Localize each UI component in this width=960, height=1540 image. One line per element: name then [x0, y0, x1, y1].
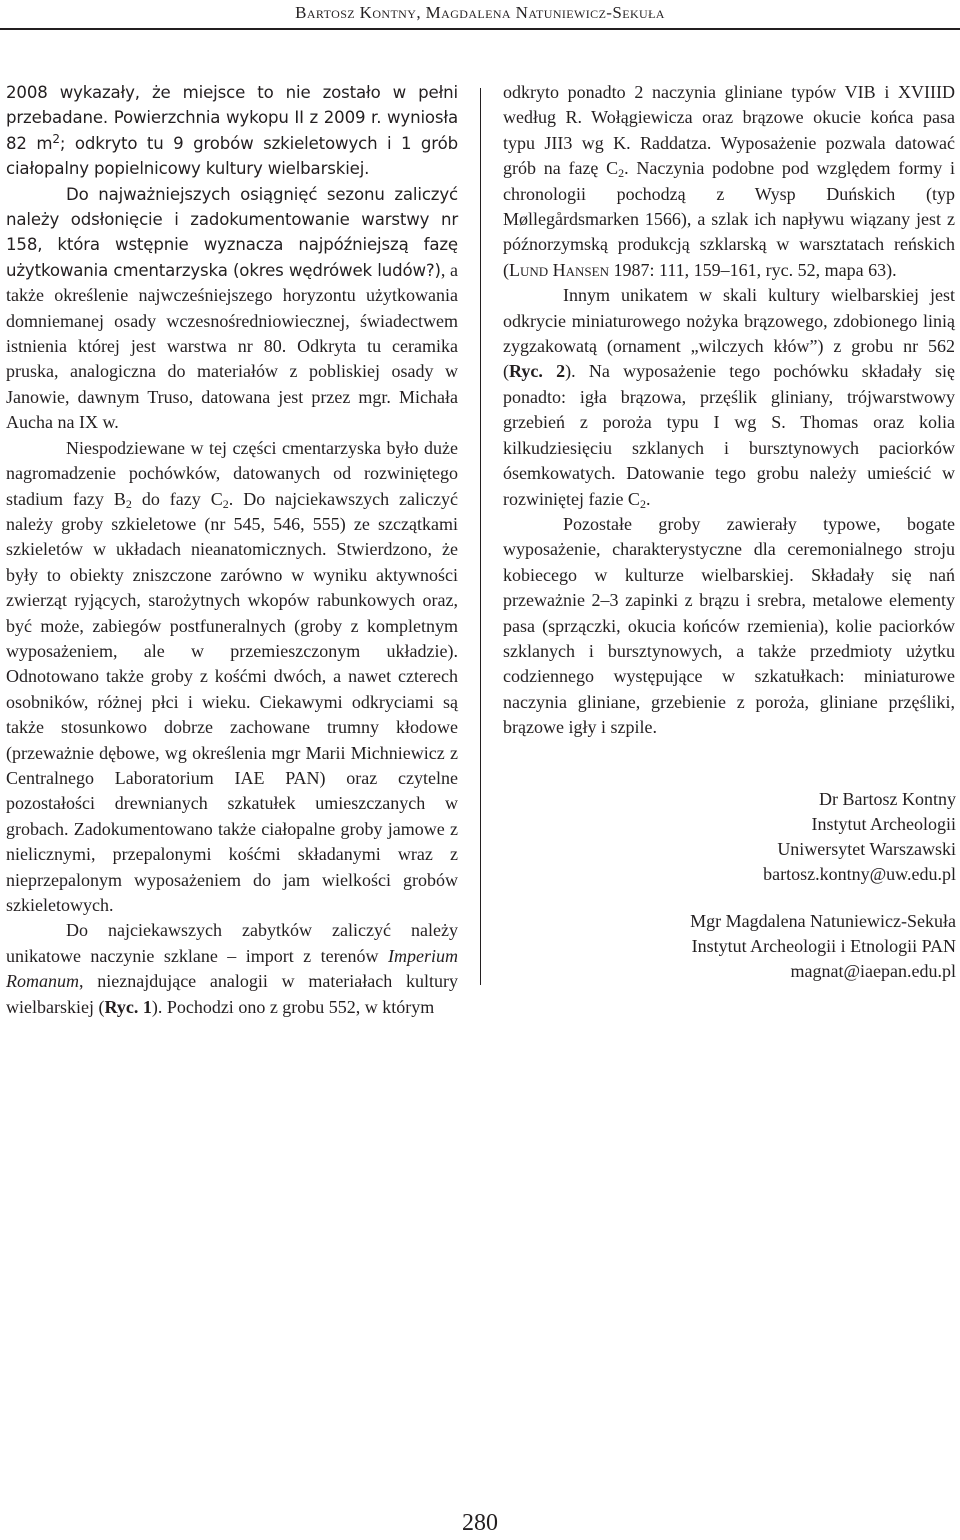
paragraph-1-text-cont: ; odkryto tu 9 grobów szkieletowych i 1 grób ciałopalny popielnicowy kultury wielbarskiej. — [6, 133, 458, 179]
author-university: Uniwersytet Warszawski — [777, 839, 956, 859]
subscript-c: 2 — [222, 496, 229, 511]
paragraph-2-text: Do najważniejszych osiągnięć sezonu zaliczyć należy odsłonięcie i zadokumentowanie warstwy nr 158, która wstępnie wyznacza najpóźniejszą fazę użytkowania cmentarzyska (okres wędrówek ludów?) — [6, 184, 458, 280]
paragraph-6-text-cont: ). Na wyposażenie tego pochówku składały się ponadto: igła brązowa, przęślik gliniany, trójwarstwowy grzebień z poroża typu I wg S. Thomas oraz kolia kilkudziesięciu szklanych i bursztynowych paciorków ósemkowatych. Datowanie tego grobu należy umieścić w rozwiniętej fazie C — [503, 361, 955, 509]
paragraph-5-text: odkryto ponadto 2 naczynia gliniane typów VIB i XVIIID według R. Wołągiewicza oraz brązowe okucie końca pasa typu JII3 wg K. Raddatza. Wyposażenie pozwala datować grób na fazę C — [503, 82, 955, 179]
paragraph-6 — [503, 283, 955, 512]
paragraph-6-text-end: . — [645, 488, 651, 509]
author-signature-1 — [763, 787, 956, 887]
paragraph-3-text-end: . Do najciekawszych zaliczyć należy groby szkieletowe (nr 545, 546, 555) ze szczątkami szkieletów w układach nieanatomicznych. Stwierdzono, że były to obiekty zniszczone zarówno w wyniku aktywności zwierząt ryjących, starożytnych wkopów rabunkowych oraz, być może, zabiegów postfuneralnych (groby z kompletnym wyposażeniem, ale w przemieszczonym układzie). Odnotowano także groby z kośćmi dwóch, a nawet czterech osobników, różnej płci i wieku. Ciekawymi odkryciami są także stosunkowo dobrze zachowane trumny kłodowe (przeważnie dębowe, wg określenia mgr Marii Michniewicz z Centralnego Laboratorium IAE PAN) oraz czytelne pozostałości drewnianych szkatułek umieszczanych w grobach. Zadokumentowano także ciałopalne groby jamowe z nielicznymi, przepalonymi kośćmi składanymi wraz z nieprzepalonym wyposażeniem do jam wielkości grobów szkieletowych. — [6, 488, 458, 915]
author-institution: Instytut Archeologii — [811, 814, 956, 834]
author-name: Dr Bartosz Kontny — [819, 789, 956, 809]
citation-author: Lund Hansen — [509, 259, 609, 280]
paragraph-3-text: Niespodziewane w tej części cmentarzyska było duże nagromadzenie pochówków, datowanych od rozwiniętego stadium fazy B — [6, 437, 458, 509]
left-column — [6, 80, 458, 1020]
paragraph-7 — [503, 512, 955, 741]
page-number: 280 — [462, 1510, 498, 1536]
italic-term: Imperium Romanum — [6, 945, 458, 992]
author-signature-2 — [690, 909, 956, 984]
paragraph-2-text-cont: , a także określenie najwcześniejszego horyzontu użytkowania domniemanej osady wczesnośredniowiecznej, świadectwem istnienia której jest warstwa nr 80. Odkryta tu ceramika pruska, analogiczna do materiałów z pobliskiej osady w Janowie, dawnym Truso, datowana jest przez mgr. Michała Aucha na IX w. — [6, 259, 458, 433]
paragraph-4-text: Do najciekawszych zabytków zaliczyć należy unikatowe naczynie szklane – import z terenów — [6, 920, 458, 966]
paragraph-7-text: Pozostałe groby zawierały typowe, bogate wyposażenie, charakterystyczne dla ceremonialnego stroju kobiecego w kulturze wielbarskiej. Składały się nań przeważnie 2–3 zapinki z brązu i srebra, metalowe elementy pasa (sprzączki, okucia końców rzemienia), kolie paciorków szklanych i bursztynowych, a także przedmioty użytku codziennego występujące w szkatułkach: miniaturowe naczynia gliniane, grzebienie z poroża, gliniane przęśliki, brązowe igły i szpile. — [503, 513, 955, 738]
paragraph-4-text-end: ). Pochodzi ono z grobu 552, w którym — [151, 996, 435, 1017]
paragraph-3 — [6, 436, 458, 919]
subscript-c: 2 — [618, 166, 625, 181]
figure-reference: Ryc. 1 — [104, 996, 152, 1017]
paragraph-1 — [6, 80, 458, 182]
paragraph-4 — [6, 918, 458, 1020]
paragraph-5 — [503, 80, 955, 283]
paragraph-6-text: Innym unikatem w skali kultury wielbarskiej jest odkrycie miniaturowego nożyka brązowego, zdobionego linią zygzakowatą (ornament „wilczych kłów”) z grobu nr 562 ( — [503, 285, 955, 382]
right-column — [503, 80, 955, 741]
paragraph-1-text: 2008 wykazały, że miejsce to nie zostało w pełni przebadane. Powierzchnia wykopu II z 2009 r. wyniosła 82 m — [6, 83, 458, 153]
running-header: Bartosz Kontny, Magdalena Natuniewicz-Sekuła — [295, 3, 665, 22]
paragraph-3-text-cont: do fazy C — [131, 488, 223, 509]
column-divider — [480, 88, 481, 985]
subscript-b: 2 — [125, 496, 132, 511]
paragraph-5-text-cont: . Naczynia podobne pod względem formy i chronologii pochodzą z Wysp Duńskich (typ Møllegårdsmarken 1566), a szlak ich napływu wiązany jest z późnorzymską produkcją szklarską w warsztatach reńskich ( — [503, 158, 956, 280]
paragraph-2 — [6, 182, 458, 436]
paragraph-4-text-cont: , nieznajdujące analogii w materiałach kultury wielbarskiej ( — [6, 971, 458, 1017]
author-institution: Instytut Archeologii i Etnologii PAN — [691, 936, 956, 956]
subscript-c: 2 — [639, 496, 646, 511]
paragraph-5-text-end: 1987: 111, 159–161, ryc. 52, mapa 63). — [609, 259, 897, 280]
author-email: bartosz.kontny@uw.edu.pl — [763, 864, 956, 884]
figure-reference: Ryc. 2 — [509, 361, 566, 382]
superscript-square: 2 — [52, 131, 60, 146]
header-rule — [0, 28, 960, 30]
author-name: Mgr Magdalena Natuniewicz-Sekuła — [690, 911, 956, 931]
author-email: magnat@iaepan.edu.pl — [790, 961, 956, 981]
